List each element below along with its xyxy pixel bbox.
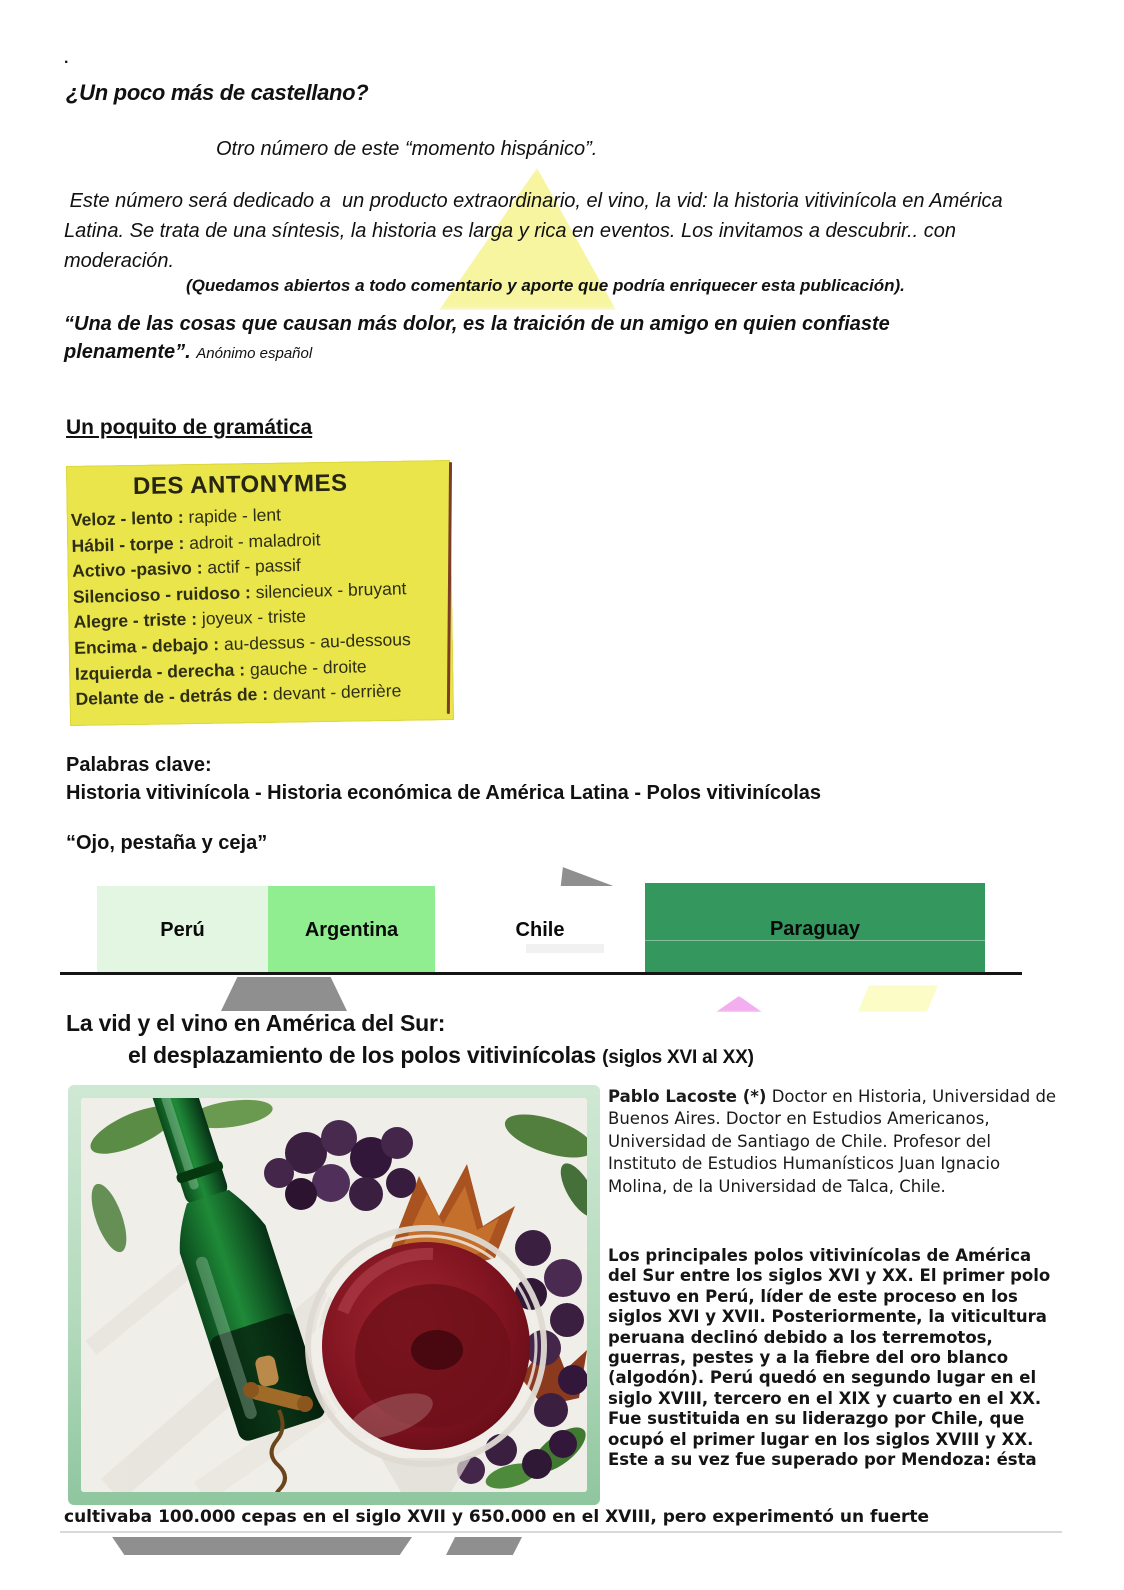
antonym-row: Activo -pasivo : actif - passif: [71, 555, 301, 582]
country-cell-argentina: [268, 886, 435, 975]
quote-attribution: Anónimo español: [196, 345, 313, 362]
country-cell-peru: [97, 886, 268, 975]
editorial-note: (Quedamos abiertos a todo comentario y aporte que podría enriquecer esta publicación).: [186, 276, 905, 295]
intro-paragraph: Este número será dedicado a un producto extraordinario, el vino, la vid: la historia vitivinícola en América Latina. Se trata de una síntesis, la historia es larga y rica en eventos. Los invitamos a descubrir.. con moderación.: [64, 190, 1009, 272]
horizontal-rule: [60, 972, 1022, 975]
author-bio: Doctor en Historia, Universidad de Buenos Aires. Doctor en Estudios Americanos, Universidad de Santiago de Chile. Profesor del Instituto de Estudios Humanísticos Juan Ignacio Molina, de la Universidad de Talca, Chile.: [608, 1087, 1057, 1196]
stray-period: .: [64, 50, 69, 67]
antonyms-box: [66, 460, 454, 726]
bottom-hairline: [60, 1531, 1062, 1533]
author-name: Pablo Lacoste (*): [608, 1087, 767, 1106]
wine-photo-frame: [68, 1085, 600, 1505]
scan-artifact: [526, 944, 604, 953]
wine-still-life-illustration: [81, 1098, 587, 1492]
antonym-row: Izquierda - derecha : gauche - droite: [74, 655, 367, 684]
country-label: Argentina: [304, 919, 399, 941]
antonym-row: Delante de - detrás de : devant - derrière: [75, 680, 402, 710]
country-label: Chile: [515, 919, 565, 941]
quote-text: “Una de las cosas que causan más dolor, es la traición de un amigo en quien confiaste plenamente”.: [64, 313, 890, 363]
antonym-row: Silencioso - ruidoso : silencieux - bruyant: [72, 577, 407, 607]
page-title: ¿Un poco más de castellano?: [66, 80, 369, 105]
article-title-line2: el desplazamiento de los polos vitivinícolas (siglos XVI al XX): [128, 1042, 754, 1068]
country-cell-paraguay: [645, 883, 985, 975]
antonyms-box-title: DES ANTONYMES: [132, 469, 348, 500]
gray-band-shape: [106, 1537, 412, 1555]
article-title-line1: La vid y el vino en América del Sur:: [66, 1010, 446, 1036]
idiom-heading: “Ojo, pestaña y ceja”: [66, 832, 268, 854]
article-body-paragraph: Los principales polos vitivinícolas de América del Sur entre los siglos XVI y XX. El primer polo estuvo en Perú, líder de este proceso en los siglos XVI y XVII. Posteriormente, la viticultura peruana declinó debido a los terremotos, guerras, pestes y a la fiebre del oro blanco (algodón). Perú quedó en segundo lugar en el siglo XVIII, tercero en el XIX y cuarto en el XX. Fue sustituida en su liderazgo por Chile, que ocupó el primer lugar en los siglos XVIII y XX. Este a su vez fue superado por Mendoza: ésta: [608, 1246, 1051, 1470]
antonyms-list: [71, 498, 455, 713]
keywords-label: Palabras clave:: [66, 754, 212, 776]
wine-photo: [81, 1098, 587, 1492]
country-label: Perú: [160, 919, 205, 941]
pink-triangle-shape: [716, 996, 762, 1012]
country-label: Paraguay: [769, 917, 861, 940]
country-cell-chile: [435, 886, 645, 975]
article-title-suffix: (siglos XVI al XX): [602, 1047, 754, 1068]
gray-band-shape-small: [446, 1537, 522, 1555]
page-subtitle: Otro número de este “momento hispánico”.: [216, 138, 598, 160]
antonym-row: Alegre - triste : joyeux - triste: [73, 606, 307, 633]
quote-block: [64, 310, 1012, 368]
author-paragraph: [608, 1086, 1060, 1198]
keywords-line: Historia vitivinícola - Historia económica de América Latina - Polos vitivinícolas: [66, 782, 822, 804]
pale-yellow-shape: [858, 985, 938, 1012]
gray-trapezoid-shape: [221, 977, 347, 1011]
antonym-row: Hábil - torpe : adroit - maladroit: [71, 529, 321, 556]
article-continuation-line: cultivaba 100.000 cepas en el siglo XVII y 650.000 en el XVIII, pero experimentó un fuerte: [64, 1507, 930, 1527]
grammar-heading: Un poquito de gramática: [66, 416, 313, 439]
antonym-row: Encima - debajo : au-dessus - au-dessous: [73, 629, 411, 658]
antonym-row: Veloz - lento : rapide - lent: [70, 504, 282, 530]
